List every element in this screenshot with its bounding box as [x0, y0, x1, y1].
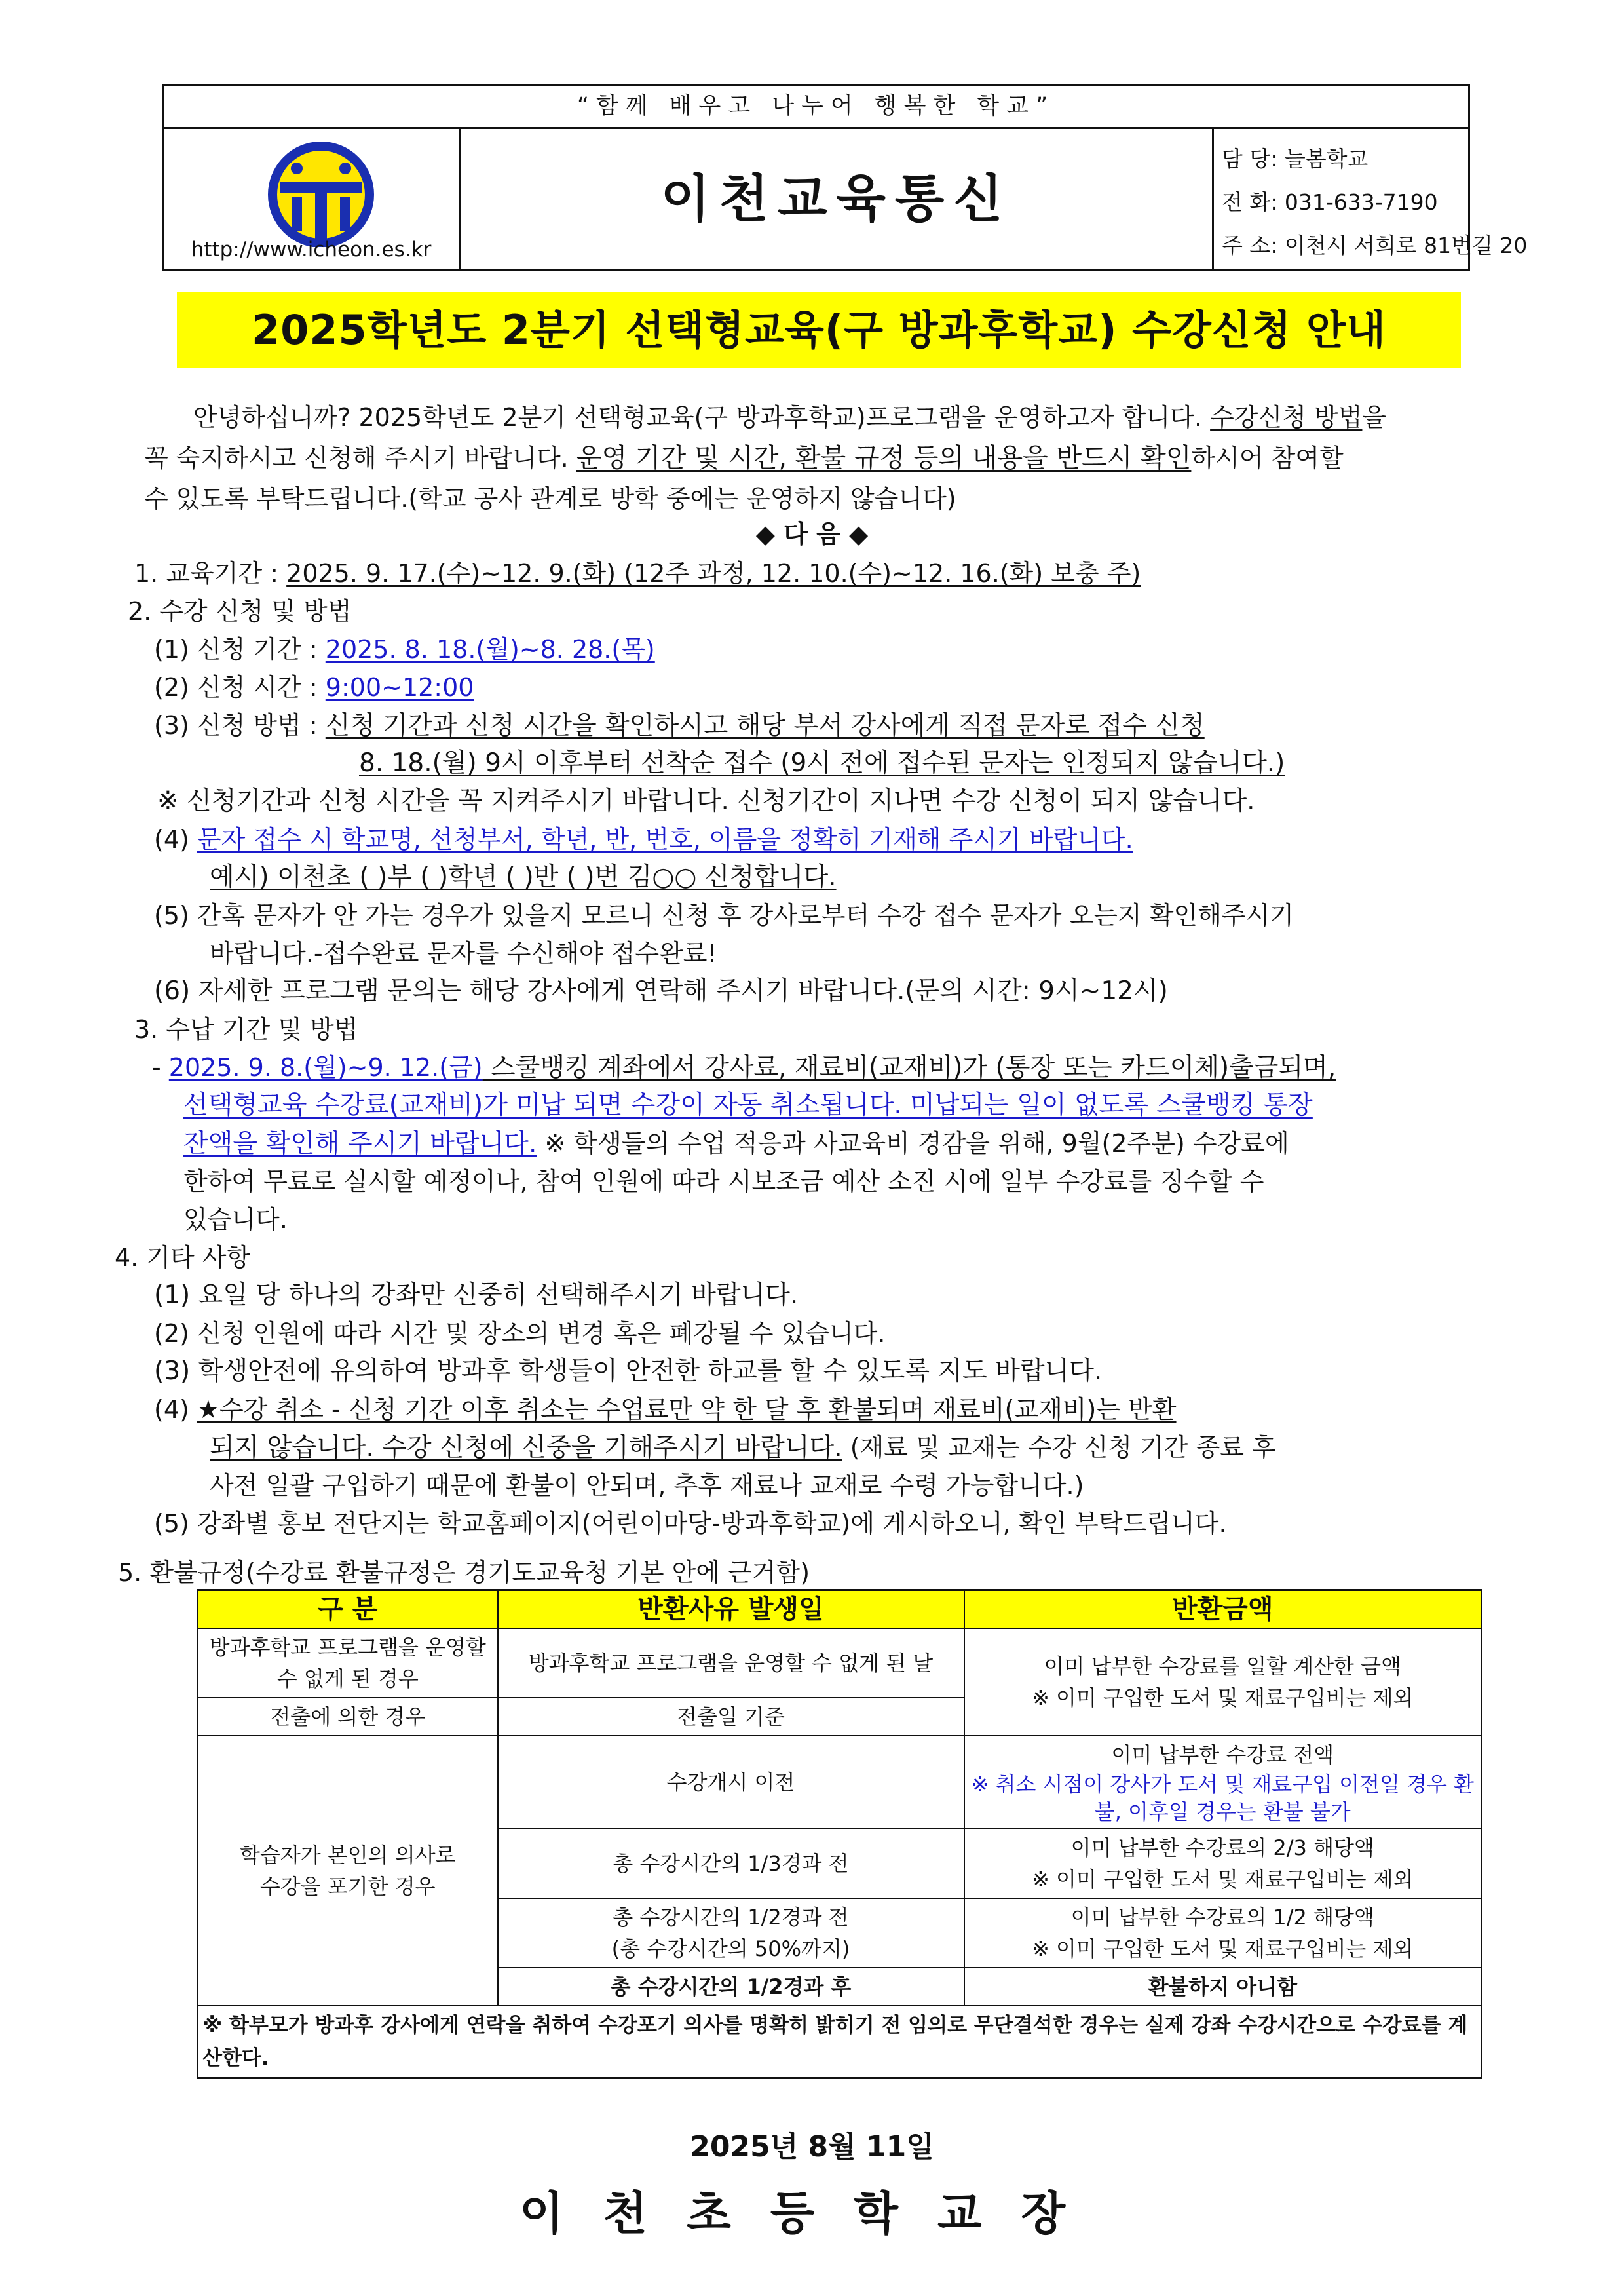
refund-amount: 이미 납부한 수강료 전액	[1111, 1742, 1334, 1767]
contact-person: 담 당: 늘봄학교	[1222, 146, 1369, 172]
section-2-item-1	[154, 633, 655, 666]
section-2-item-5: (5) 간혹 문자가 안 가는 경우가 있을지 모르니 신청 후 강사로부터 수강 접수 문자가 오는지 확인해주시기	[154, 901, 1294, 930]
school-logo-icon	[265, 142, 377, 247]
section-2-item-2	[154, 671, 474, 704]
refund-table	[197, 1589, 1482, 2079]
section-4-item-3: (3) 학생안전에 유의하여 방과후 학생들이 안전한 하교를 할 수 있도록 지도 바랍니다.	[154, 1356, 1103, 1386]
section-1-label: 1. 교육기간 :	[134, 559, 287, 588]
table-cell	[498, 1898, 964, 1968]
materials-notice: (재료 및 교재는 수강 신청 기간 종료 후	[842, 1433, 1276, 1462]
application-method: 신청 기간과 신청 시간을 확인하시고 해당 부서 강사에게 직접 문자로 접수 신청	[325, 711, 1205, 740]
table-cell: 환불하지 아니함	[964, 1968, 1482, 2006]
school-motto: “함께 배우고 나누어 행복한 학교”	[164, 86, 1468, 129]
intro-emphasis: 수강신청 방법	[1210, 403, 1363, 432]
school-principal: 이천초등학교장	[519, 2187, 1105, 2240]
logo-cell	[164, 129, 461, 269]
table-cell: 방과후학교 프로그램을 운영할 수 없게 된 경우	[198, 1628, 498, 1698]
intro-text: 안녕하십니까? 2025학년도 2분기 선택형교육(구 방과후학교)프로그램을 운영하고자 합니다.	[193, 403, 1211, 432]
intro-emphasis: 운영 기간 및 시간, 환불 규정 등의 내용을 반드시 확인	[576, 443, 1192, 473]
intro-text: 꼭 숙지하시고 신청해 주시기 바랍니다.	[144, 444, 576, 472]
title-cell	[461, 129, 1214, 269]
section-3-line-3	[183, 1127, 1289, 1160]
application-time: 9:00~12:00	[325, 673, 474, 702]
header-reason-date: 반환사유 발생일	[498, 1590, 964, 1629]
table-cell	[964, 1829, 1482, 1898]
refund-exception: ※ 이미 구입한 도서 및 재료구입비는 제외	[1032, 1936, 1414, 1961]
section-2-item-5-cont: 바랍니다.-접수완료 문자를 수신해야 접수완료!	[210, 939, 717, 968]
cancellation-warning: 되지 않습니다. 수강 신청에 신중을 기해주시기 바랍니다.	[210, 1433, 842, 1463]
payment-method: 스쿨뱅킹 계좌에서 강사료, 재료비(교재비)가 (통장 또는 카드이체)출금되며,	[482, 1053, 1336, 1082]
item-label: (4)	[154, 1395, 197, 1424]
section-2-item-3-cont: 8. 18.(월) 9시 이후부터 선착순 접수 (9시 전에 접수된 문자는 인정되지 않습니다.)	[359, 748, 1285, 778]
section-3-title: 3. 수납 기간 및 방법	[134, 1015, 358, 1044]
sms-instruction: 문자 접수 시 학교명, 선청부서, 학년, 반, 번호, 이름을 정확히 기재해 주시기 바랍니다.	[197, 825, 1133, 854]
table-cell	[964, 1736, 1482, 1829]
section-5-title	[118, 1556, 810, 1589]
section-3-line-2: 선택형교육 수강료(교재비)가 미납 되면 수강이 자동 취소됩니다. 미납되는 일이 없도록 스쿨뱅킹 통장	[183, 1090, 1313, 1120]
header-refund-amount: 반환금액	[964, 1590, 1482, 1629]
table-cell: 수강개시 이전	[498, 1736, 964, 1829]
refund-table-note	[198, 2006, 1482, 2078]
section-2-title: 2. 수강 신청 및 방법	[128, 597, 352, 626]
table-note-cell: ※ 학부모가 방과후 강사에게 연락을 취하여 수강포기 의사를 명확히 밝히기 전 임의로 무단결석한 경우는 실제 강좌 수강시간으로 수강료를 계산한다.	[198, 2006, 1482, 2078]
newsletter-title: 이천교육통신	[660, 170, 1012, 229]
refund-exception: ※ 이미 구입한 도서 및 재료구입비는 제외	[1032, 1867, 1414, 1892]
refund-exception: ※ 취소 시점이 강사가 도서 및 재료구입 이전일 경우 환불, 이후일 경우는 환불 불가	[971, 1772, 1474, 1824]
intro-line-2	[144, 442, 1344, 474]
section-2-warning: ※ 신청기간과 신청 시간을 꼭 지켜주시기 바랍니다. 신청기간이 지나면 수강 신청이 되지 않습니다.	[157, 786, 1255, 816]
payment-period: 2025. 9. 8.(월)~9. 12.(금)	[168, 1053, 483, 1082]
refund-basis: (수강료 환불규정은 경기도교육청 기본 안에 근거함)	[246, 1558, 810, 1587]
table-cell	[964, 1628, 1482, 1736]
section-2-item-4	[154, 823, 1133, 856]
section-4-item-4-cont	[210, 1431, 1276, 1464]
table-row	[198, 1736, 1482, 1829]
table-cell: 방과후학교 프로그램을 운영할 수 없게 된 날	[498, 1628, 964, 1698]
intro-text: 을	[1362, 403, 1387, 432]
refund-table-header	[198, 1590, 1482, 1629]
reason-date-detail: (총 수강시간의 50%까지)	[611, 1936, 850, 1961]
section-4-item-4-cont2: 사전 일괄 구입하기 때문에 환불이 안되며, 추후 재료나 교재로 수령 가능합니다.)	[210, 1471, 1084, 1500]
section-3-line-1	[152, 1051, 1336, 1084]
section-2-item-3	[154, 709, 1205, 742]
section-4-item-4	[154, 1393, 1177, 1426]
contact-cell	[1214, 129, 1528, 269]
table-cell: 전출일 기준	[498, 1698, 964, 1736]
item-label: (1) 신청 기간 :	[154, 635, 326, 664]
newsletter-header	[162, 84, 1528, 271]
intro-text: 하시어 참여할	[1191, 444, 1344, 472]
refund-amount: 이미 납부한 수강료의 1/2 해당액	[1070, 1905, 1374, 1930]
table-cell	[964, 1898, 1482, 1968]
free-notice: ※ 학생들의 수업 적응과 사교육비 경감을 위해, 9월(2주분) 수강료에	[537, 1129, 1289, 1158]
main-title: 2025학년도 2분기 선택형교육(구 방과후학교) 수강신청 안내	[177, 292, 1461, 368]
refund-amount: 이미 납부한 수강료의 2/3 해당액	[1070, 1835, 1374, 1860]
dash: -	[152, 1053, 169, 1082]
section-1-date: 2025. 9. 17.(수)~12. 9.(화)	[286, 559, 616, 588]
homepage-url: http://www.icheon.es.kr	[191, 238, 432, 261]
section-1-period	[134, 557, 1141, 590]
reason-date: 총 수강시간의 1/2경과 전	[613, 1905, 849, 1930]
intro-line-3: 수 있도록 부탁드립니다.(학교 공사 관계로 방학 중에는 운영하지 않습니다)	[144, 484, 956, 513]
issue-date: 2025년 8월 11일	[690, 2130, 934, 2164]
section-3-line-4: 한하여 무료로 실시할 예정이나, 참여 인원에 따라 시보조금 예산 소진 시에 일부 수강료를 징수할 수	[183, 1167, 1264, 1196]
refund-title: 5. 환불규정	[118, 1558, 246, 1587]
section-4-item-1: (1) 요일 당 하나의 강좌만 신중히 선택해주시기 바랍니다.	[154, 1280, 799, 1310]
refund-exception: ※ 이미 구입한 도서 및 재료구입비는 제외	[1032, 1685, 1414, 1710]
table-row	[198, 1628, 1482, 1698]
section-4-item-5: (5) 강좌별 홍보 전단지는 학교홈페이지(어린이마당-방과후학교)에 게시하오니, 확인 부탁드립니다.	[154, 1509, 1227, 1538]
table-cell: 전출에 의한 경우	[198, 1698, 498, 1736]
intro-line-1	[164, 401, 1386, 434]
contact-phone: 전 화: 031-633-7190	[1222, 189, 1438, 215]
item-label: (2) 신청 시간 :	[154, 673, 326, 702]
table-cell: 학습자가 본인의 의사로 수강을 포기한 경우	[198, 1736, 498, 2006]
section-4-title: 4. 기타 사항	[115, 1243, 251, 1272]
application-period: 2025. 8. 18.(월)~8. 28.(목)	[325, 635, 655, 664]
item-label: (4)	[154, 825, 197, 854]
table-cell: 총 수강시간의 1/3경과 전	[498, 1829, 964, 1898]
section-2-item-6: (6) 자세한 프로그램 문의는 해당 강사에게 연락해 주시기 바랍니다.(문의 시간: 9시~12시)	[154, 976, 1168, 1006]
section-3-line-5: 있습니다.	[183, 1205, 288, 1234]
refund-amount: 이미 납부한 수강료를 일할 계산한 금액	[1044, 1654, 1401, 1679]
item-label: (3) 신청 방법 :	[154, 711, 326, 740]
contact-address: 주 소: 이천시 서희로 81번길 20	[1222, 233, 1528, 258]
notice-mark: ◆ 다 음 ◆	[755, 520, 869, 548]
sms-example: 예시) 이천초 ( )부 ( )학년 ( )반 ( )번 김○○ 신청합니다.	[210, 862, 837, 892]
section-4-item-2: (2) 신청 인원에 따라 시간 및 장소의 변경 혹은 폐강될 수 있습니다.	[154, 1319, 886, 1348]
header-category: 구 분	[198, 1590, 498, 1629]
balance-check: 잔액을 확인해 주시기 바랍니다.	[183, 1129, 537, 1158]
section-1-extra: (12주 과정, 12. 10.(수)~12. 16.(화) 보충 주)	[616, 559, 1141, 588]
cancellation-notice: ★수강 취소 - 신청 기간 이후 취소는 수업료만 약 한 달 후 환불되며 재료비(교재비)는 반환	[197, 1395, 1177, 1424]
table-cell: 총 수강시간의 1/2경과 후	[498, 1968, 964, 2006]
